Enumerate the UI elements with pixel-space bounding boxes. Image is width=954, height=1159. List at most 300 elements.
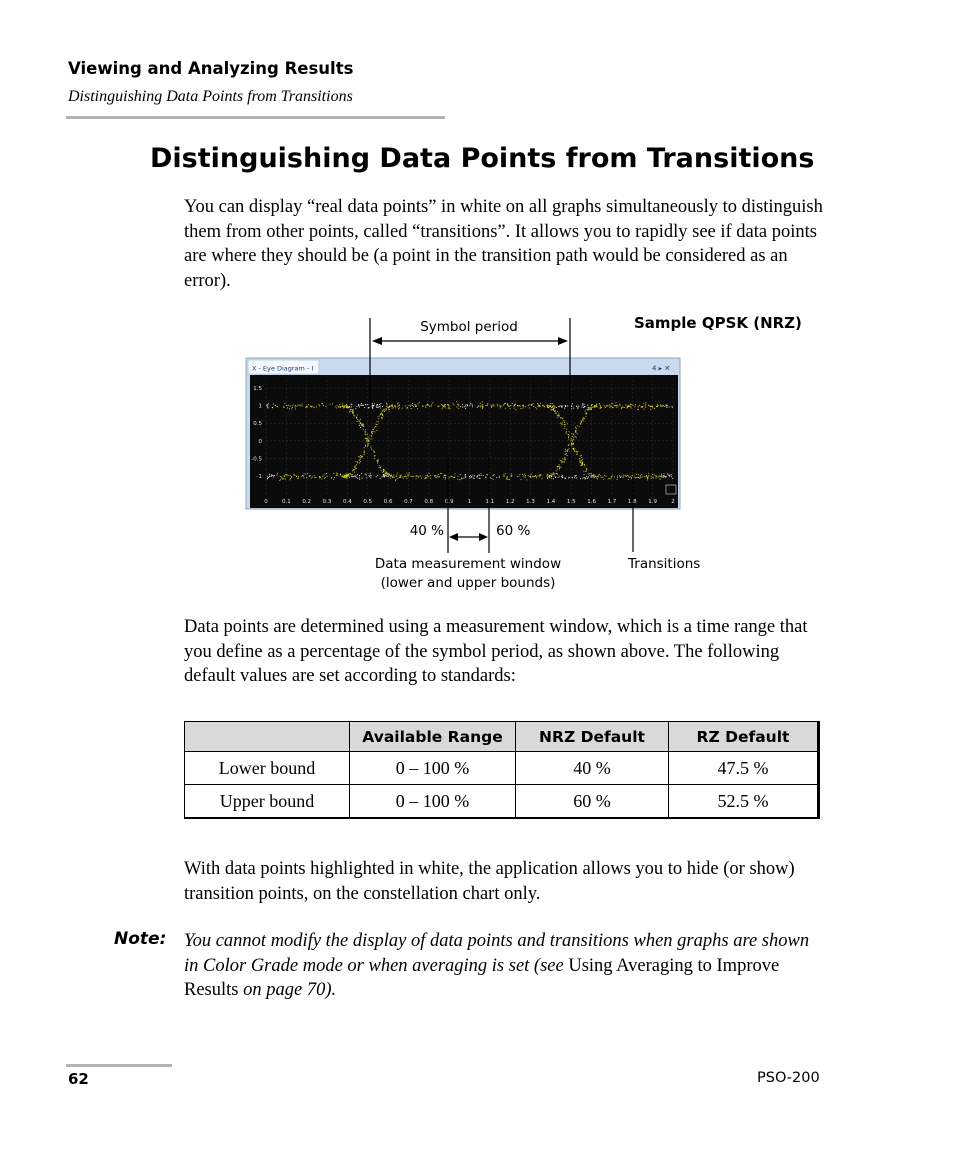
scatter-point (340, 406, 341, 407)
scatter-point (568, 449, 569, 450)
scatter-point (560, 460, 561, 461)
scatter-point (547, 477, 548, 478)
scatter-point (651, 476, 652, 477)
scatter-point (364, 451, 365, 452)
scatter-point (540, 475, 541, 476)
scatter-point (387, 406, 388, 407)
y-tick-label: 1 (258, 403, 262, 410)
scatter-point (359, 479, 360, 480)
scatter-point (409, 472, 410, 473)
scatter-point (548, 476, 549, 477)
scatter-point (345, 405, 346, 406)
scatter-point (306, 477, 307, 478)
scatter-point (638, 474, 639, 475)
scatter-point (573, 437, 574, 438)
scatter-point (625, 475, 626, 476)
window-caption-line2: (lower and upper bounds) (380, 575, 556, 591)
scatter-point (386, 403, 387, 404)
scatter-point (601, 477, 602, 478)
scatter-point (644, 476, 645, 477)
scatter-point (376, 421, 377, 422)
scatter-point (622, 407, 623, 408)
scatter-point (631, 404, 632, 405)
x-tick-label: 1.3 (526, 499, 535, 505)
scatter-point (593, 475, 594, 476)
scatter-point (548, 407, 549, 408)
scatter-point (621, 408, 622, 409)
scatter-point (267, 476, 268, 477)
scatter-point (657, 406, 658, 407)
scatter-point (411, 404, 412, 405)
scatter-point (388, 476, 389, 477)
scatter-point (567, 423, 568, 424)
scatter-point (416, 478, 417, 479)
scatter-point (631, 477, 632, 478)
scatter-point (291, 408, 292, 409)
scatter-point (557, 466, 558, 467)
figure-title: Sample QPSK (NRZ) (634, 314, 802, 332)
scatter-point (544, 406, 545, 407)
scatter-point (497, 404, 498, 405)
note-cross-reference-link[interactable]: Using Averaging to Improve Results (184, 955, 780, 1000)
scatter-point (591, 477, 592, 478)
scatter-point (637, 409, 638, 410)
scatter-point (399, 408, 400, 409)
scatter-point (363, 424, 364, 425)
scatter-point (415, 406, 416, 407)
y-tick-label: -0.5 (251, 456, 262, 463)
scatter-point (571, 406, 572, 407)
scatter-point (430, 478, 431, 479)
scatter-point (435, 475, 436, 476)
scatter-point (407, 407, 408, 408)
scatter-point (315, 477, 316, 478)
scatter-point (465, 405, 466, 406)
scatter-point (430, 475, 431, 476)
scatter-point (274, 475, 275, 476)
scatter-point (277, 406, 278, 407)
scatter-point (664, 473, 665, 474)
scatter-point (617, 477, 618, 478)
scatter-point (641, 474, 642, 475)
scatter-point (327, 476, 328, 477)
scatter-point (563, 420, 564, 421)
scatter-point (383, 415, 384, 416)
scatter-point (353, 415, 354, 416)
scatter-point (377, 405, 378, 406)
scatter-point (360, 422, 361, 423)
scatter-point (476, 477, 477, 478)
scatter-point (287, 408, 288, 409)
scatter-point (561, 417, 562, 418)
scatter-point (562, 477, 563, 478)
scatter-point (310, 406, 311, 407)
scatter-point (533, 406, 534, 407)
scatter-point (352, 410, 353, 411)
scatter-point (266, 405, 267, 406)
scatter-point (269, 476, 270, 477)
scatter-point (360, 423, 361, 424)
scatter-point (580, 478, 581, 479)
table-header-cell (185, 722, 350, 752)
scatter-point (572, 448, 573, 449)
scatter-point (448, 407, 449, 408)
scatter-point (382, 406, 383, 407)
scatter-point (355, 476, 356, 477)
scatter-point (400, 476, 401, 477)
scatter-point (383, 469, 384, 470)
scatter-point (367, 446, 368, 447)
scatter-point (380, 478, 381, 479)
scatter-point (552, 406, 553, 407)
scatter-point (295, 407, 296, 408)
scatter-point (445, 404, 446, 405)
scatter-point (526, 479, 527, 480)
scatter-point (562, 418, 563, 419)
lower-percent-label: 40 % (409, 523, 444, 539)
scatter-point (472, 406, 473, 407)
scatter-point (536, 408, 537, 409)
scatter-point (548, 474, 549, 475)
scatter-point (357, 478, 358, 479)
scatter-point (381, 477, 382, 478)
scatter-point (351, 476, 352, 477)
scatter-point (409, 474, 410, 475)
scatter-point (572, 444, 573, 445)
scatter-point (562, 406, 563, 407)
scatter-point (493, 479, 494, 480)
scatter-point (375, 455, 376, 456)
scatter-point (557, 411, 558, 412)
scatter-point (284, 403, 285, 404)
scatter-point (450, 408, 451, 409)
scatter-point (295, 409, 296, 410)
scatter-point (582, 405, 583, 406)
scatter-point (461, 477, 462, 478)
scatter-point (652, 406, 653, 407)
scatter-point (559, 466, 560, 467)
scatter-point (346, 478, 347, 479)
scatter-point (269, 474, 270, 475)
scatter-point (346, 404, 347, 405)
scatter-point (381, 403, 382, 404)
scatter-point (444, 405, 445, 406)
scatter-point (600, 408, 601, 409)
scatter-point (359, 420, 360, 421)
scatter-point (334, 477, 335, 478)
scatter-point (378, 461, 379, 462)
scatter-point (565, 449, 566, 450)
x-tick-label: 1.8 (627, 499, 637, 505)
scatter-point (652, 474, 653, 475)
scatter-point (666, 406, 667, 407)
scatter-point (616, 407, 617, 408)
scatter-point (641, 477, 642, 478)
scatter-point (380, 468, 381, 469)
scatter-point (574, 448, 575, 449)
scatter-point (403, 478, 404, 479)
scatter-point (596, 405, 597, 406)
scatter-point (609, 407, 610, 408)
scatter-point (391, 474, 392, 475)
scatter-point (600, 405, 601, 406)
scatter-point (553, 410, 554, 411)
scatter-point (338, 407, 339, 408)
scatter-point (663, 477, 664, 478)
scatter-point (460, 474, 461, 475)
table-cell: Lower bound (185, 752, 350, 785)
scatter-point (631, 408, 632, 409)
scatter-point (539, 476, 540, 477)
scatter-point (576, 430, 577, 431)
scatter-point (584, 474, 585, 475)
scatter-point (596, 406, 597, 407)
scatter-point (569, 477, 570, 478)
scatter-point (342, 405, 343, 406)
scatter-point (569, 436, 570, 437)
scatter-point (652, 407, 653, 408)
scatter-point (523, 475, 524, 476)
scatter-point (564, 458, 565, 459)
scatter-point (381, 417, 382, 418)
y-tick-label: -1 (256, 474, 262, 480)
scatter-point (351, 411, 352, 412)
scatter-point (672, 407, 673, 408)
scatter-point (648, 473, 649, 474)
scatter-point (623, 475, 624, 476)
scatter-point (412, 405, 413, 406)
scatter-point (641, 406, 642, 407)
scatter-point (553, 405, 554, 406)
scatter-point (321, 478, 322, 479)
scatter-point (295, 405, 296, 406)
scatter-point (481, 405, 482, 406)
scatter-point (482, 406, 483, 407)
scatter-point (389, 409, 390, 410)
scatter-point (349, 411, 350, 412)
scatter-point (325, 474, 326, 475)
scatter-point (530, 476, 531, 477)
scatter-point (397, 473, 398, 474)
scatter-point (395, 480, 396, 481)
scatter-point (576, 451, 577, 452)
scatter-point (551, 407, 552, 408)
scatter-point (372, 407, 373, 408)
scatter-point (290, 406, 291, 407)
scatter-point (569, 439, 570, 440)
scatter-point (568, 434, 569, 435)
scatter-point (562, 418, 563, 419)
scatter-point (308, 404, 309, 405)
scatter-point (333, 479, 334, 480)
window-arrowhead-right-icon (479, 533, 488, 541)
scatter-point (339, 404, 340, 405)
scatter-point (469, 405, 470, 406)
scatter-point (592, 476, 593, 477)
scatter-point (465, 477, 466, 478)
scatter-point (573, 449, 574, 450)
scatter-point (604, 405, 605, 406)
x-tick-label: 2 (671, 499, 675, 505)
scatter-point (370, 477, 371, 478)
footer-rule (66, 1064, 172, 1067)
scatter-point (277, 475, 278, 476)
scatter-point (288, 405, 289, 406)
scatter-point (567, 405, 568, 406)
scatter-point (517, 405, 518, 406)
scatter-point (377, 424, 378, 425)
scatter-point (581, 460, 582, 461)
scatter-point (561, 460, 562, 461)
table-cell: Upper bound (185, 785, 350, 819)
scatter-point (668, 475, 669, 476)
scatter-point (406, 476, 407, 477)
scatter-point (606, 476, 607, 477)
scatter-point (267, 407, 268, 408)
scatter-point (311, 407, 312, 408)
scatter-point (432, 403, 433, 404)
scatter-point (280, 476, 281, 477)
scatter-point (520, 408, 521, 409)
scatter-point (599, 403, 600, 404)
scatter-point (612, 407, 613, 408)
scatter-point (525, 406, 526, 407)
scatter-point (558, 414, 559, 415)
scatter-point (371, 435, 372, 436)
symbol-period-label: Symbol period (420, 319, 518, 335)
scatter-point (350, 407, 351, 408)
scatter-point (507, 403, 508, 404)
scatter-point (647, 477, 648, 478)
scatter-point (548, 405, 549, 406)
x-tick-label: 0.1 (281, 499, 291, 505)
scatter-point (394, 406, 395, 407)
scatter-point (566, 433, 567, 434)
scatter-point (577, 408, 578, 409)
scatter-point (660, 479, 661, 480)
note-text-part2: on page 70). (238, 980, 337, 1000)
x-tick-label: 0.2 (302, 499, 312, 505)
scatter-point (638, 406, 639, 407)
x-axis-ticks (264, 499, 675, 505)
scatter-point (585, 406, 586, 407)
scatter-point (359, 460, 360, 461)
scatter-point (371, 449, 372, 450)
scatter-point (393, 475, 394, 476)
scatter-point (614, 477, 615, 478)
scatter-point (406, 473, 407, 474)
scatter-point (450, 476, 451, 477)
scatter-point (291, 476, 292, 477)
scatter-point (551, 478, 552, 479)
scatter-point (625, 405, 626, 406)
scatter-point (479, 475, 480, 476)
scatter-point (355, 408, 356, 409)
scatter-point (665, 477, 666, 478)
scatter-point (597, 478, 598, 479)
scatter-point (477, 407, 478, 408)
scatter-point (462, 478, 463, 479)
scatter-point (298, 478, 299, 479)
scatter-point (562, 475, 563, 476)
scatter-point (479, 478, 480, 479)
scatter-point (573, 443, 574, 444)
scatter-point (372, 429, 373, 430)
scatter-point (373, 450, 374, 451)
scatter-point (355, 465, 356, 466)
scatter-point (564, 461, 565, 462)
window-controls[interactable]: 4 ▸ ✕ (652, 364, 671, 373)
scatter-point (500, 405, 501, 406)
scatter-point (529, 404, 530, 405)
x-tick-label: 0.7 (404, 499, 413, 505)
scatter-point (340, 407, 341, 408)
scatter-point (349, 477, 350, 478)
scatter-point (445, 407, 446, 408)
scatter-point (645, 407, 646, 408)
scatter-point (371, 436, 372, 437)
scatter-point (444, 404, 445, 405)
scatter-point (619, 475, 620, 476)
scatter-point (592, 407, 593, 408)
scatter-point (539, 406, 540, 407)
scatter-point (467, 405, 468, 406)
table-cell: 52.5 % (669, 785, 819, 819)
scatter-point (286, 475, 287, 476)
scatter-point (586, 413, 587, 414)
scatter-point (576, 477, 577, 478)
scatter-point (598, 475, 599, 476)
scatter-point (422, 406, 423, 407)
scatter-point (556, 407, 557, 408)
scatter-point (492, 405, 493, 406)
scatter-point (369, 476, 370, 477)
scatter-point (571, 445, 572, 446)
scatter-point (361, 403, 362, 404)
scatter-point (551, 476, 552, 477)
scatter-point (539, 405, 540, 406)
scatter-point (496, 477, 497, 478)
page-title: Distinguishing Data Points from Transitions (150, 143, 815, 174)
scatter-point (576, 437, 577, 438)
scatter-point (401, 475, 402, 476)
scatter-point (353, 413, 354, 414)
scatter-point (493, 406, 494, 407)
scatter-point (324, 475, 325, 476)
scatter-point (377, 475, 378, 476)
scatter-point (493, 475, 494, 476)
scatter-point (575, 436, 576, 437)
scatter-point (550, 406, 551, 407)
scatter-point (574, 450, 575, 451)
scatter-point (298, 405, 299, 406)
scatter-point (523, 405, 524, 406)
scatter-point (557, 469, 558, 470)
scatter-point (371, 475, 372, 476)
scatter-point (556, 470, 557, 471)
window-arrowhead-left-icon (449, 533, 458, 541)
scatter-point (348, 407, 349, 408)
scatter-point (366, 474, 367, 475)
scatter-point (612, 403, 613, 404)
scatter-point (275, 405, 276, 406)
scatter-point (547, 404, 548, 405)
scatter-point (650, 406, 651, 407)
scatter-point (382, 411, 383, 412)
scatter-point (591, 409, 592, 410)
scatter-point (486, 474, 487, 475)
scatter-point (389, 406, 390, 407)
